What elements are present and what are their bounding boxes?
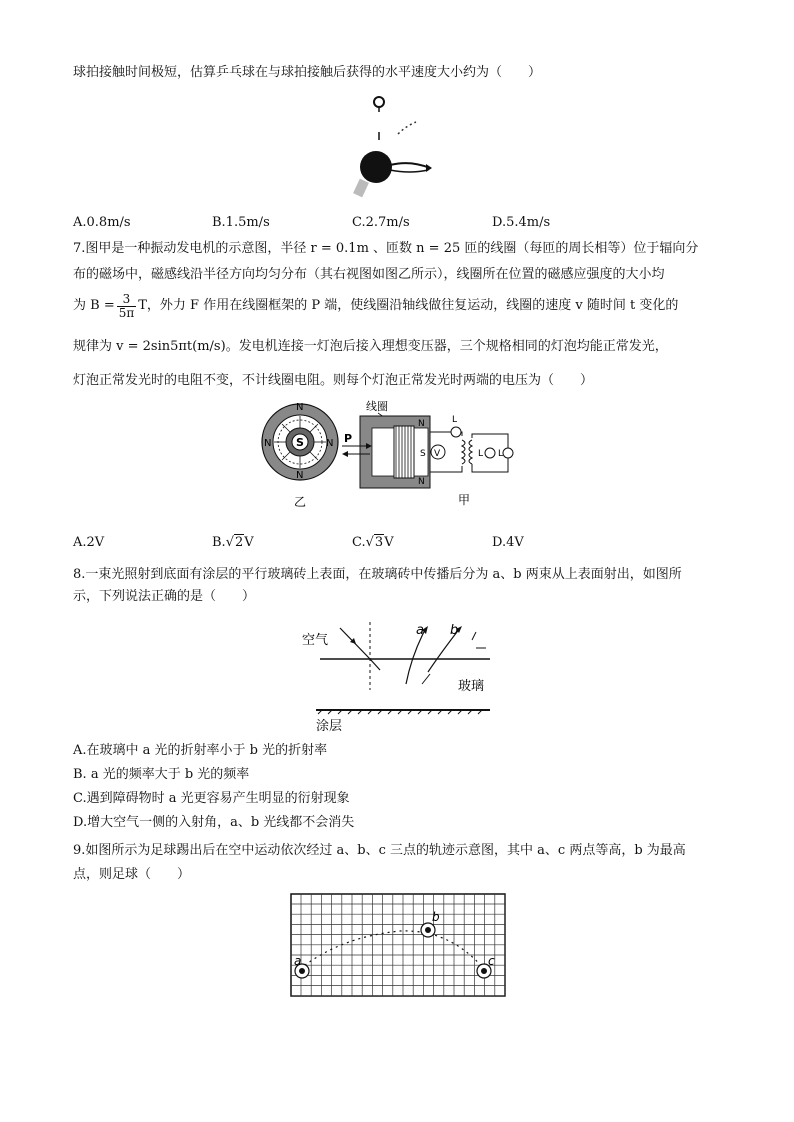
q7-fig-n-upper: N: [418, 419, 425, 429]
q7-option-b-radicand: 2: [234, 535, 244, 550]
q6-option-b[interactable]: B.1.5m/s: [212, 215, 270, 230]
q7-option-d[interactable]: D.4V: [492, 535, 524, 550]
q7-option-c-unit: V: [384, 535, 394, 550]
q9-label-b: b: [432, 910, 440, 924]
q6-option-c[interactable]: C.2.7m/s: [352, 215, 410, 230]
q9-trajectory-figure: [290, 893, 506, 997]
q7-line-3: [73, 290, 678, 322]
q7-fig-voltmeter: V: [434, 449, 441, 459]
q7-option-c-letter: C.: [352, 535, 366, 550]
q8-fig-ray-a: a: [416, 623, 424, 638]
q7-option-c[interactable]: C.√3V: [352, 535, 394, 550]
q7-line-4-rest: 。发电机连接一灯泡后接入理想变压器，三个规格相同的灯泡均能正常发光，: [225, 339, 668, 354]
q7-line-5: 灯泡正常发光时的电阻不变，不计线圈电阻。则每个灯泡正常发光时两端的电压为（ ）: [73, 373, 594, 388]
q8-line-2: 示，下列说法正确的是（ ）: [73, 589, 256, 604]
q7-b-denominator: 5π: [118, 305, 135, 320]
q7-fig-n-bottom: N: [296, 470, 304, 481]
q6-pingpong-figure: [340, 92, 450, 202]
q7-b-numerator: 3: [117, 293, 137, 307]
q8-line-1: 8.一束光照射到底面有涂层的平行玻璃砖上表面，在玻璃砖中传播后分为 a、b 两束从上表面射出，如图所: [73, 567, 682, 582]
q7-fig-lamp-1: L: [452, 415, 458, 425]
q7-fig-caption-jia: 甲: [458, 493, 471, 507]
q7-b-label: 为 B =: [73, 298, 115, 313]
q7-line-2: 布的磁场中，磁感线沿半径方向均匀分布（其右视图如图乙所示），线圈所在位置的磁感应强度的大小均: [73, 267, 665, 282]
q7-fig-coil-label: 线圈: [366, 400, 388, 413]
q9-line-1: 9.如图所示为足球踢出后在空中运动依次经过 a、b、c 三点的轨迹示意图，其中 a、c 两点等高，b 为最高: [73, 843, 686, 858]
q7-velocity-unit: (m/s): [192, 339, 226, 354]
q7-generator-figure: [258, 396, 538, 512]
q7-fig-lamp-2: L: [478, 449, 484, 459]
q7-option-a[interactable]: A.2V: [73, 535, 105, 550]
q7-line-4: [73, 338, 668, 356]
q7-option-c-radicand: 3: [374, 535, 384, 550]
q8-option-d[interactable]: D.增大空气一侧的入射角，a、b 光线都不会消失: [73, 815, 355, 830]
q7-fig-p-label: P: [344, 432, 353, 445]
q7-fig-n-left: N: [264, 438, 272, 449]
q7-b-fraction: [117, 293, 137, 320]
q8-fig-air-label: 空气: [302, 633, 329, 648]
q8-option-c[interactable]: C.遇到障碍物时 a 光更容易产生明显的衍射现象: [73, 791, 350, 806]
q7-fig-n-lower: N: [418, 477, 425, 487]
q7-fig-s-mid: S: [420, 449, 426, 459]
q7-fig-lamp-3: L: [498, 449, 504, 459]
q8-fig-coating-label: 涂层: [316, 719, 343, 734]
q8-fig-ray-b: b: [450, 623, 459, 638]
q6-option-a[interactable]: A.0.8m/s: [73, 215, 131, 230]
q7-fig-s-center: S: [296, 436, 304, 449]
q6-option-d[interactable]: D.5.4m/s: [492, 215, 551, 230]
q7-velocity-eq: 规律为 v = 2sin5πt: [73, 339, 193, 354]
q7-line-3-rest: T，外力 F 作用在线圈框架的 P 端，使线圈沿轴线做往复运动，线圈的速度 v 随时间 t 变化的: [138, 298, 679, 313]
q9-line-2: 点，则足球（ ）: [73, 867, 191, 882]
q8-glass-figure: [300, 614, 500, 734]
q7-option-b[interactable]: B.√2V: [212, 535, 254, 550]
q7-fig-caption-yi: 乙: [294, 495, 307, 509]
q7-option-b-unit: V: [244, 535, 254, 550]
q9-label-c: c: [488, 954, 495, 968]
q7-fig-n-top: N: [296, 402, 304, 413]
q7-option-b-letter: B.: [212, 535, 226, 550]
q8-option-a[interactable]: A.在玻璃中 a 光的折射率小于 b 光的折射率: [73, 743, 328, 758]
q7-fig-n-right: N: [326, 438, 334, 449]
q8-fig-glass-label: 玻璃: [458, 679, 485, 694]
q6-stem-tail: 球拍接触时间极短，估算乒乓球在与球拍接触后获得的水平速度大小约为（ ）: [73, 65, 542, 80]
q8-option-b[interactable]: B. a 光的频率大于 b 光的频率: [73, 767, 250, 782]
q7-line-1: 7.图甲是一种振动发电机的示意图，半径 r = 0.1m 、匝数 n = 25 匝的线圈（每匝的周长相等）位于辐向分: [73, 241, 699, 256]
q9-label-a: a: [294, 954, 302, 968]
